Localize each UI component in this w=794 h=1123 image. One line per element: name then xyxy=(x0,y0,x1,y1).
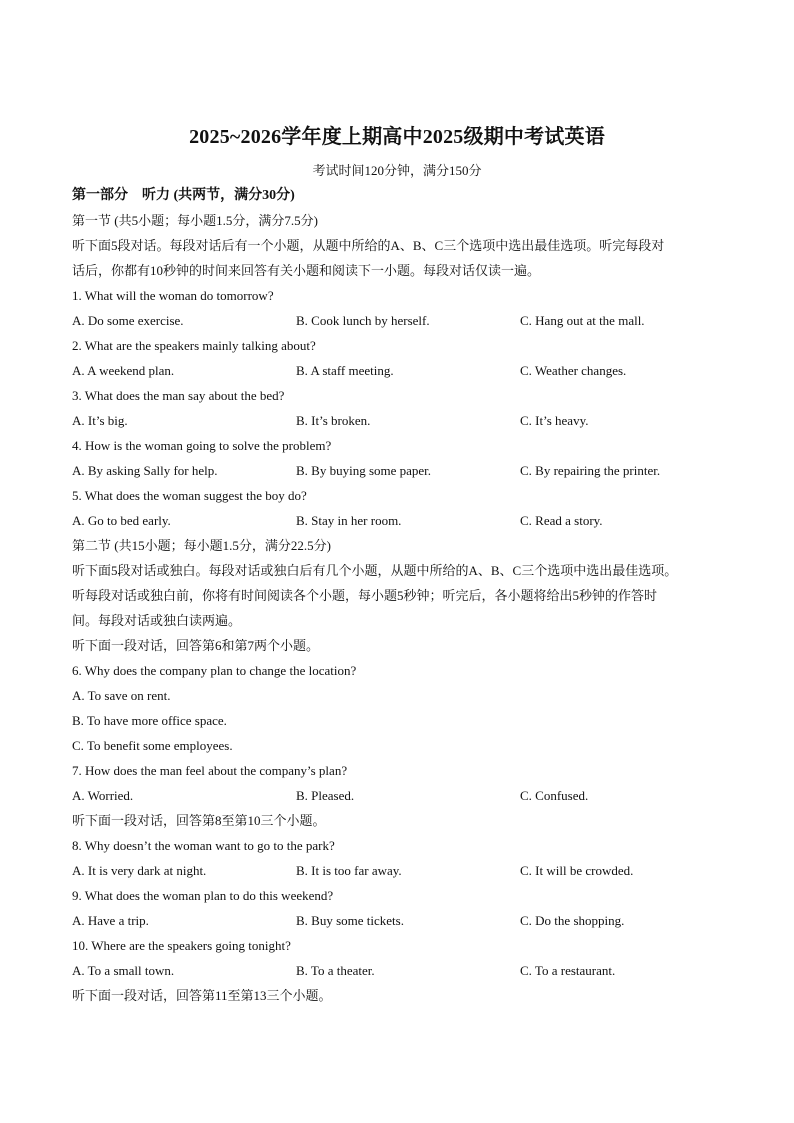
option-a: A. By asking Sally for help. xyxy=(72,463,218,478)
options-3 xyxy=(72,408,732,433)
option-c: C. To a restaurant. xyxy=(520,963,616,978)
exam-content xyxy=(72,183,732,1008)
question-1: 1. What will the woman do tomorrow? xyxy=(72,288,274,303)
question-2: 2. What are the speakers mainly talking about? xyxy=(72,338,316,353)
options-9 xyxy=(72,908,732,933)
exam-title: 2025~2026学年度上期高中2025级期中考试英语 xyxy=(189,126,605,148)
dialogue-prompt: 听下面一段对话，回答第8至第10三个小题。 xyxy=(72,813,326,828)
section2-instruction: 听下面5段对话或独白。每段对话或独白后有几个小题，从题中所给的A、B、C三个选项中选出最佳选项。 xyxy=(72,563,678,578)
option-c: C. By repairing the printer. xyxy=(520,463,661,478)
option-b: B. Stay in her room. xyxy=(296,513,402,528)
question-9: 9. What does the woman plan to do this weekend? xyxy=(72,888,334,903)
option-b: B. It’s broken. xyxy=(296,413,371,428)
exam-subtitle: 考试时间120分钟，满分150分 xyxy=(312,163,482,178)
option-a: A. To save on rent. xyxy=(72,688,171,703)
question-6: 6. Why does the company plan to change the location? xyxy=(72,663,357,678)
option-a: A. A weekend plan. xyxy=(72,363,175,378)
option-c: C. Do the shopping. xyxy=(520,913,625,928)
question-10: 10. Where are the speakers going tonight? xyxy=(72,938,291,953)
option-a: A. Have a trip. xyxy=(72,913,149,928)
part1-heading: 第一部分 听力 (共两节，满分30分) xyxy=(72,188,295,203)
option-a: A. To a small town. xyxy=(72,963,175,978)
question-8: 8. Why doesn’t the woman want to go to the park? xyxy=(72,838,335,853)
options-7 xyxy=(72,783,732,808)
option-b: B. To a theater. xyxy=(296,963,375,978)
option-a: A. It’s big. xyxy=(72,413,128,428)
section2-instruction: 听每段对话或独白前，你将有时间阅读各个小题，每小题5秒钟；听完后，各小题将给出5秒钟的作答时 xyxy=(72,588,658,603)
option-b: B. It is too far away. xyxy=(296,863,402,878)
options-4 xyxy=(72,458,732,483)
section2-heading: 第二节 (共15小题；每小题1.5分，满分22.5分) xyxy=(72,538,331,553)
option-a: A. Worried. xyxy=(72,788,134,803)
option-b: B. Buy some tickets. xyxy=(296,913,404,928)
options-8 xyxy=(72,858,732,883)
option-c: C. Read a story. xyxy=(520,513,603,528)
option-b: B. A staff meeting. xyxy=(296,363,394,378)
question-4: 4. How is the woman going to solve the problem? xyxy=(72,438,332,453)
question-5: 5. What does the woman suggest the boy do? xyxy=(72,488,307,503)
option-c: C. Hang out at the mall. xyxy=(520,313,645,328)
options-10 xyxy=(72,958,732,983)
option-c: C. It will be crowded. xyxy=(520,863,634,878)
option-b: B. By buying some paper. xyxy=(296,463,432,478)
dialogue-prompt: 听下面一段对话，回答第6和第7两个小题。 xyxy=(72,638,320,653)
option-c: C. Weather changes. xyxy=(520,363,627,378)
option-a: A. Do some exercise. xyxy=(72,313,184,328)
section1-instruction: 听下面5段对话。每段对话后有一个小题，从题中所给的A、B、C三个选项中选出最佳选项。听完每段对 xyxy=(72,238,665,253)
options-5 xyxy=(72,508,732,533)
options-1 xyxy=(72,308,732,333)
question-3: 3. What does the man say about the bed? xyxy=(72,388,285,403)
option-c: C. Confused. xyxy=(520,788,589,803)
section2-instruction: 间。每段对话或独白读两遍。 xyxy=(72,613,242,628)
option-b: B. To have more office space. xyxy=(72,713,227,728)
option-c: C. It’s heavy. xyxy=(520,413,589,428)
dialogue-prompt: 听下面一段对话，回答第11至第13三个小题。 xyxy=(72,988,332,1003)
question-7: 7. How does the man feel about the company’s plan? xyxy=(72,763,348,778)
option-a: A. Go to bed early. xyxy=(72,513,171,528)
option-b: B. Pleased. xyxy=(296,788,355,803)
option-c: C. To benefit some employees. xyxy=(72,738,233,753)
options-2 xyxy=(72,358,732,383)
option-b: B. Cook lunch by herself. xyxy=(296,313,430,328)
section1-heading: 第一节 (共5小题；每小题1.5分，满分7.5分) xyxy=(72,213,318,228)
option-a: A. It is very dark at night. xyxy=(72,863,207,878)
section1-instruction: 话后，你都有10秒钟的时间来回答有关小题和阅读下一小题。每段对话仅读一遍。 xyxy=(72,263,541,278)
